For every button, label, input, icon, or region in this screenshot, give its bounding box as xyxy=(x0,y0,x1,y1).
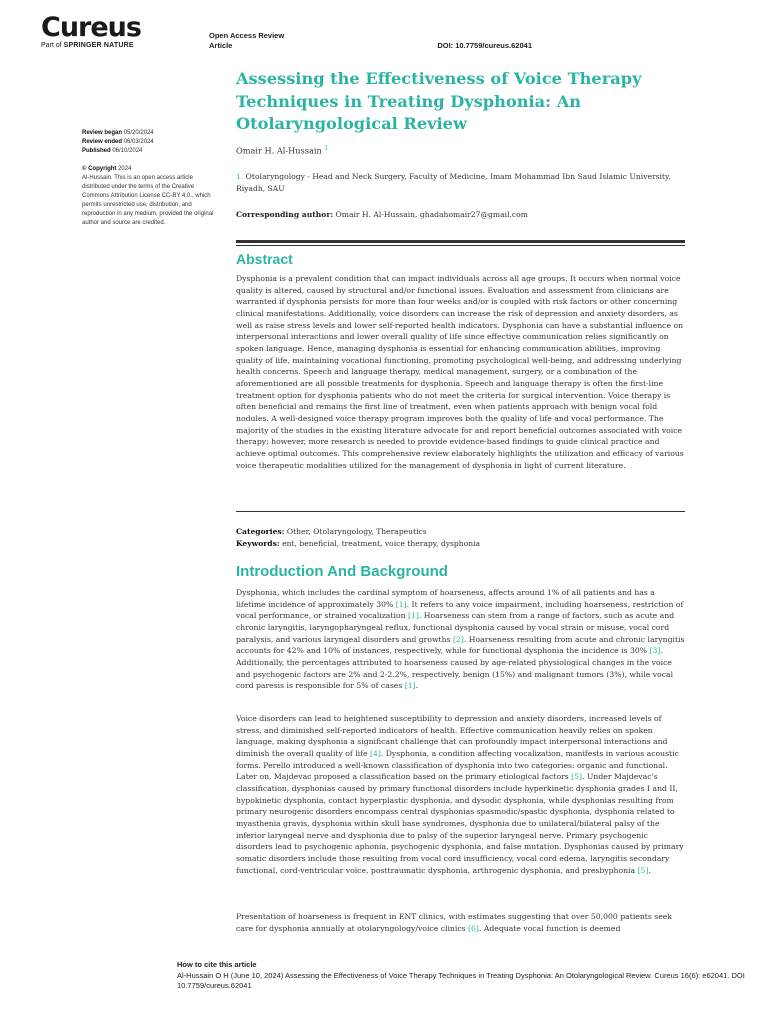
review-dates xyxy=(82,129,222,156)
keywords: Keywords: ent, beneficial, treatment, voice therapy, dysphonia xyxy=(236,539,481,548)
categories-list[interactable]: Other, Otolaryngology, Therapeutics xyxy=(286,527,427,536)
logo-publisher-name: SPRINGER NATURE xyxy=(63,42,134,49)
reference-link[interactable]: [6] xyxy=(468,923,479,933)
author xyxy=(236,145,328,156)
abstract-end-divider xyxy=(236,511,685,512)
abstract-heading: Abstract xyxy=(236,251,293,267)
citation-block xyxy=(177,960,747,992)
affiliation xyxy=(236,171,676,194)
license-text: Al-Hussain. This is an open access article distributed under the terms of the Creative Commons Attribution License CC-BY 4.0., which permits unrestricted use, distribution, and reproduction in any medium, provided the original author and source are credited. xyxy=(82,175,214,226)
logo-publisher xyxy=(41,42,141,49)
abstract-text: Dysphonia is a prevalent condition that can impact individuals across all age groups. It occurs when normal voice quality is altered, caused by structural and/or functional issues. Evaluation and assessment from clinicians are warranted if dysphonia persists for more than four weeks and/or is coupled with risk factors or other concerning clinical manifestations. Additionally, voice disorders can increase the risk of depression and anxiety disorders, as well as raise stress levels and lower self-reported health indicators. Dysphonia can have a substantial influence on interpersonal interactions and lower overall quality of life since effective communication relies significantly on spoken language. Hence, managing dysphonia is essential for enhancing communication abilities, improving quality of life, maintaining vocational functioning, promoting psychological well-being, and addressing underlying health concerns. Speech and language therapy, medical management, surgery, or a combination of the aforementioned are all possible treatments for dysphonia. Speech and language therapy is often the first-line treatment option for dysphonia patients who do not meet the criteria for surgical intervention. Voice therapy is often beneficial and remains the first line of treatment, even when patients approach with benign vocal fold nodules. A well-designed voice therapy program improves both the quality of life and vocal performance. The majority of the studies in the existing literature advocate for and report beneficial outcomes associated with voice therapy; however, more research is needed to provide evidence-based findings to guide clinical practice and achieve optimal outcomes. This comprehensive review elaborately highlights the utilization and efficacy of various voice therapeutic modalities utilized for the management of dysphonia in light of current literature. xyxy=(236,274,684,470)
published-date: Published 06/10/2024 xyxy=(82,148,143,154)
citation-text: Al-Hussain O H (June 10, 2024) Assessing the Effectiveness of Voice Therapy Techniques in Treating Dysphonia: An Otolaryngological Review. Cureus 16(6): e62041. DOI 10.7759/cureus.62041 xyxy=(177,970,745,990)
cureus-logo[interactable] xyxy=(41,14,141,49)
doi[interactable]: DOI: 10.7759/cureus.62041 xyxy=(437,41,532,50)
copyright-block xyxy=(82,165,222,228)
affiliation-number: 1. xyxy=(236,172,244,181)
reference-link[interactable]: [5] xyxy=(637,865,649,875)
affiliation-text: Otolaryngology - Head and Neck Surgery, Faculty of Medicine, Imam Mohammad Ibn Saud Islamic University, Riyadh, SAU xyxy=(236,172,671,193)
reference-link[interactable]: [4] xyxy=(369,748,381,758)
article-title: Assessing the Effectiveness of Voice Therapy Techniques in Treating Dysphonia: An Otolaryngological Review xyxy=(236,69,642,133)
logo-part-of: Part of xyxy=(41,42,62,49)
author-name[interactable]: Omair H. Al-Hussain xyxy=(236,145,322,156)
divider-thin xyxy=(236,245,685,246)
reference-link[interactable]: [1] xyxy=(404,681,416,691)
review-began: Review began 05/20/2024 xyxy=(82,130,154,136)
intro-paragraph-3: Presentation of hoarseness is frequent in ENT clinics, with estimates suggesting that over 50,000 patients seek care for dysphonia annually at otolaryngology/voice clinics [6]. Adequate vocal function is deemed xyxy=(236,912,672,933)
corresponding-text[interactable]: Omair H. Al-Hussain, ghadahomair27@gmail.com xyxy=(335,210,528,219)
corresponding-label: Corresponding author: xyxy=(236,210,334,219)
corresponding-author xyxy=(236,210,528,219)
article-type xyxy=(209,31,284,51)
keywords-list: ent, beneficial, treatment, voice therapy, dysphonia xyxy=(282,539,481,548)
citation-heading: How to cite this article xyxy=(177,960,257,969)
divider-thick xyxy=(236,240,685,243)
reference-link[interactable]: [1] xyxy=(407,611,419,621)
reference-link[interactable]: [1] xyxy=(395,599,407,609)
categories: Categories: Other, Otolaryngology, Therapeutics xyxy=(236,527,427,536)
reference-link[interactable]: [5] xyxy=(571,772,583,782)
reference-link[interactable]: [2] xyxy=(453,634,464,644)
author-affil-marker: 1 xyxy=(324,145,329,152)
intro-paragraph-2: Voice disorders can lead to heightened susceptibility to depression and anxiety disorders, increased levels of stress, and diminished self-reported indicators of health. Effective communication heavily relies on spoken language, making dysphonia a significant challenge that can profoundly impact interpersonal interactions and diminish the overall quality of life [4]. Dysphonia, a condition affecting vocalization, manifests in various acoustic forms. Perello introduced a well-known classification of dysphonia into two categories: organic and functional. Later on, Majdevac proposed a classification based on the primary etiological factors [5]. Under Majdevac's classification, dysphonias caused by primary functional disorders include hyperkinetic dysphonia grades I and II, hypokinetic dysphonia, contact hyperplastic dysphonia, and dysodic dysphonia, while dysphonias resulting from primary neurogenic disorders encompass central dysphonias spasmodic/spastic dysphonia, dysphonia related to myasthenia gravis, dysphonia within skull base syndromes, dysphonia due to unilateral/bilateral palsy of the inferior laryngeal nerve and dysphonia due to palsy of the superior laryngeal nerve. Primary psychogenic disorders lead to psychogenic aphonia, psychogenic dysphonia, and false mutation. Dysphonias caused by primary somatic disorders include those resulting from vocal cord insufficiency, vocal cord edema, laryngitis secondary functional, cord-ventricular voice, posttraumatic dysphonia, arthrogenic dysphonia, and presbyphonia [5]. xyxy=(236,714,684,875)
logo-wordmark: Cureus xyxy=(41,12,141,43)
intro-heading: Introduction And Background xyxy=(236,563,448,580)
copyright: © Copyright 2024 xyxy=(82,166,132,172)
article-type-line2: Article xyxy=(209,41,233,50)
article-type-line1: Open Access Review xyxy=(209,31,285,40)
reference-link[interactable]: [3] xyxy=(649,646,661,656)
review-ended: Review ended 06/03/2024 xyxy=(82,139,154,145)
intro-paragraph-1: Dysphonia, which includes the cardinal symptom of hoarseness, affects around 1% of all patients and has a lifetime incidence of approximately 30% [1]. It refers to any voice impairment, including hoarseness, restriction of vocal performance, or strained vocalization [1]. Hoarseness can stem from a range of factors, such as acute and chronic laryngitis, laryngopharyngeal reflux, functional dysphonia caused by vocal strain or misuse, vocal cord paralysis, and various laryngeal disorders and growths [2]. Hoarseness resulting from acute and chronic laryngitis accounts for 42% and 10% of instances, respectively, while for functional dysphonia the incidence is 30% [3]. Additionally, the percentages attributed to hoarseness caused by age-related physiological changes in the voice and psychogenic factors are 2% and 2-2.2%, respectively, benign (15%) and malignant tumors (3%), while vocal cord paresis is responsible for 5% of cases [1]. xyxy=(236,588,685,691)
